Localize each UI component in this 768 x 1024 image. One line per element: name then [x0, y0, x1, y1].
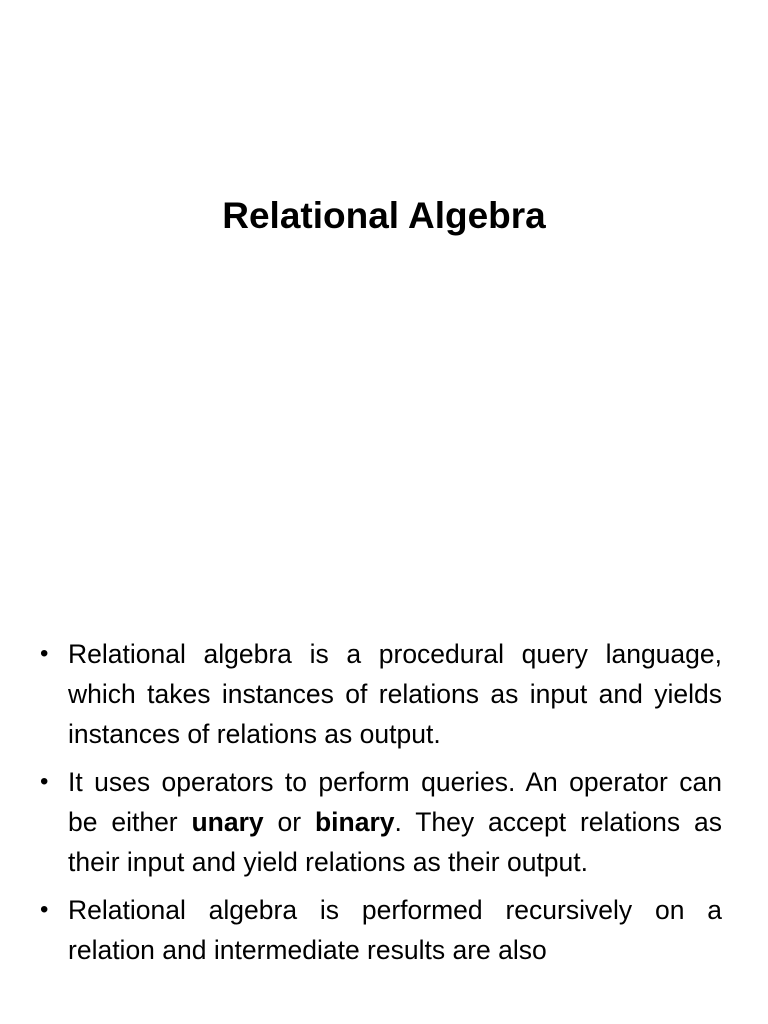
bullet-text: Relational algebra is performed recursively on a relation and intermediate results are also	[68, 895, 722, 965]
bullet-item-3	[40, 890, 722, 970]
bullet-text-part: It uses operators to perform queries. An operator can be either	[68, 767, 722, 837]
bullet-dot-icon: •	[40, 768, 49, 795]
bullet-item-2	[40, 762, 722, 882]
bullet-item-1	[40, 634, 722, 754]
bold-term-binary: binary	[314, 807, 395, 837]
bullet-dot-icon: •	[40, 640, 49, 667]
bold-term-unary: unary	[191, 807, 264, 837]
bullet-list	[40, 634, 722, 978]
bullet-text-part: . They accept relations as their input and yield relations as their output.	[68, 807, 722, 877]
bullet-text-part: or	[263, 807, 315, 837]
slide-title: Relational Algebra	[222, 195, 546, 236]
bullet-text: Relational algebra is a procedural query language, which takes instances of relations as input and yields instances of relations as output.	[68, 639, 722, 749]
bullet-dot-icon: •	[40, 896, 49, 923]
